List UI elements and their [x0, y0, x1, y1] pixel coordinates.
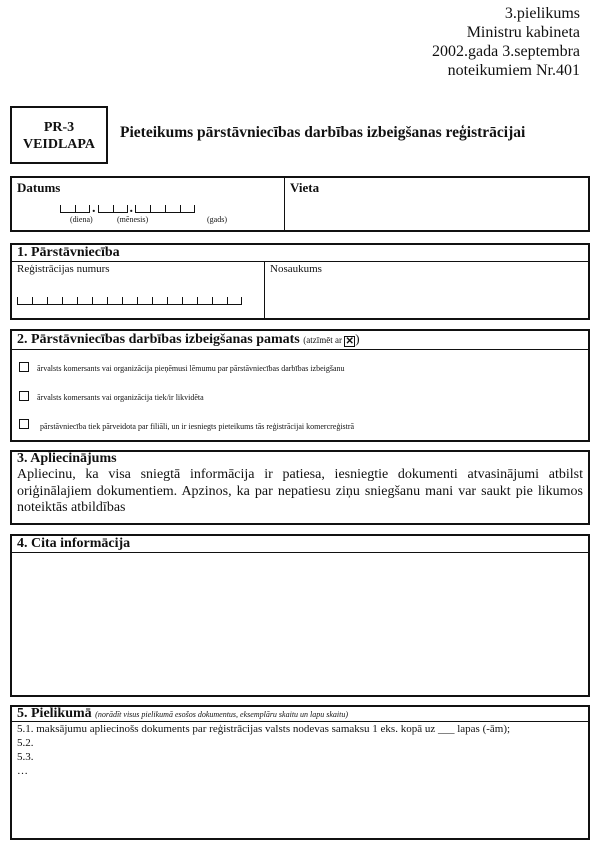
day-caption: (diena) — [70, 215, 93, 224]
annex-line-4: noteikumiem Nr.401 — [447, 62, 580, 79]
annex-line-3: 2002.gada 3.septembra — [432, 43, 580, 60]
attachment-line-1[interactable]: 5.1. maksājumu apliecinošs dokuments par reģistrācijas valsts nodevas samaksu 1 eks. kopā uz ___ lapas (-ām); — [17, 723, 511, 735]
registration-number-input[interactable] — [17, 297, 242, 305]
date-label: Datums — [17, 180, 61, 195]
registration-number-label: Reģistrācijas numurs — [17, 263, 110, 275]
reg-digit[interactable] — [32, 297, 47, 305]
month-digit-1[interactable] — [98, 205, 113, 213]
day-digit-1[interactable] — [60, 205, 75, 213]
section-5-hint: (norādīt visus pielikumā esošos dokumentus, eksemplāru skaitu un lapu skaitu) — [95, 710, 349, 719]
other-info-input[interactable] — [14, 556, 586, 693]
reg-digit[interactable] — [17, 297, 32, 305]
section-2-title-text: 2. Pārstāvniecības darbības izbeigšanas pamats — [17, 332, 300, 347]
date-input[interactable] — [60, 201, 195, 216]
reg-digit[interactable] — [77, 297, 92, 305]
option-3-label: pārstāvniecība tiek pārveidota par filiāli, un ir iesniegts pieteikums tās reģistrācijai komercreģistrā — [40, 422, 355, 431]
section-5-title — [17, 706, 348, 722]
form-code-box — [10, 106, 108, 164]
name-label: Nosaukums — [270, 263, 322, 275]
month-caption: (mēnesis) — [117, 215, 149, 224]
reg-digit[interactable] — [227, 297, 242, 305]
reg-digit[interactable] — [107, 297, 122, 305]
section-3-title: 3. Apliecinājums — [17, 451, 117, 466]
option-3-checkbox[interactable] — [19, 419, 29, 429]
reg-digit[interactable] — [212, 297, 227, 305]
form-type: VEIDLAPA — [22, 137, 96, 152]
year-caption: (gads) — [207, 215, 227, 224]
reg-digit[interactable] — [62, 297, 77, 305]
section-2-title-rule — [11, 349, 589, 350]
section-1-title-rule — [11, 261, 589, 262]
reg-digit[interactable] — [197, 297, 212, 305]
section-2-hint: (atzīmēt ar — [303, 335, 345, 345]
annex-header — [432, 4, 580, 80]
date-place-divider — [284, 177, 285, 231]
checked-box-icon: ✕ — [345, 336, 354, 347]
form-code: PR-3 — [43, 120, 75, 135]
option-2-label: ārvalsts komersants vai organizācija tiek/ir likvidēta — [37, 393, 204, 402]
day-digit-2[interactable] — [75, 205, 90, 213]
attachment-line-more: … — [17, 765, 28, 777]
reg-digit[interactable] — [92, 297, 107, 305]
name-input[interactable] — [268, 278, 584, 316]
option-2-checkbox[interactable] — [19, 391, 29, 401]
reg-digit[interactable] — [47, 297, 62, 305]
attachments-list — [17, 722, 510, 778]
annex-line-1: 3.pielikums — [504, 5, 580, 22]
option-1-label: ārvalsts komersants vai organizācija pieņēmusi lēmumu par pārstāvniecības darbības izbeigšanu — [37, 364, 345, 373]
reg-digit[interactable] — [167, 297, 182, 305]
reg-digit[interactable] — [182, 297, 197, 305]
year-digit-1[interactable] — [135, 205, 150, 213]
date-separator-1: . — [92, 201, 96, 216]
place-label: Vieta — [290, 180, 320, 195]
option-1-checkbox[interactable] — [19, 362, 29, 372]
section-5-title-text: 5. Pielikumā — [17, 706, 92, 721]
section-4-title-rule — [11, 552, 589, 553]
declaration-text: Apliecinu, ka visa sniegtā informācija ir patiesa, iesniegtie dokumenti atvasinājumi atbilst oriģinālajiem dokumentiem. Apzinos, ka par nepatiesu ziņu sniegšanu mani var saukt pie likumos noteiktās atbildības — [17, 467, 583, 515]
section-2-title — [17, 331, 360, 348]
reg-digit[interactable] — [122, 297, 137, 305]
section-4-title: 4. Cita informācija — [17, 536, 131, 551]
section-1-title: 1. Pārstāvniecība — [17, 245, 120, 260]
section-2-hint-close: ) — [355, 331, 360, 346]
year-digit-3[interactable] — [165, 205, 180, 213]
attachment-line-3[interactable]: 5.3. — [17, 751, 34, 763]
form-title: Pieteikums pārstāvniecības darbības izbeigšanas reģistrācijai — [120, 124, 526, 141]
date-separator-2: . — [129, 201, 133, 216]
reg-digit[interactable] — [152, 297, 167, 305]
reg-digit[interactable] — [137, 297, 152, 305]
year-digit-2[interactable] — [150, 205, 165, 213]
attachment-line-2[interactable]: 5.2. — [17, 737, 34, 749]
month-digit-2[interactable] — [113, 205, 128, 213]
annex-line-2: Ministru kabineta — [466, 24, 580, 41]
section-1-divider — [264, 261, 265, 319]
year-digit-4[interactable] — [180, 205, 195, 213]
